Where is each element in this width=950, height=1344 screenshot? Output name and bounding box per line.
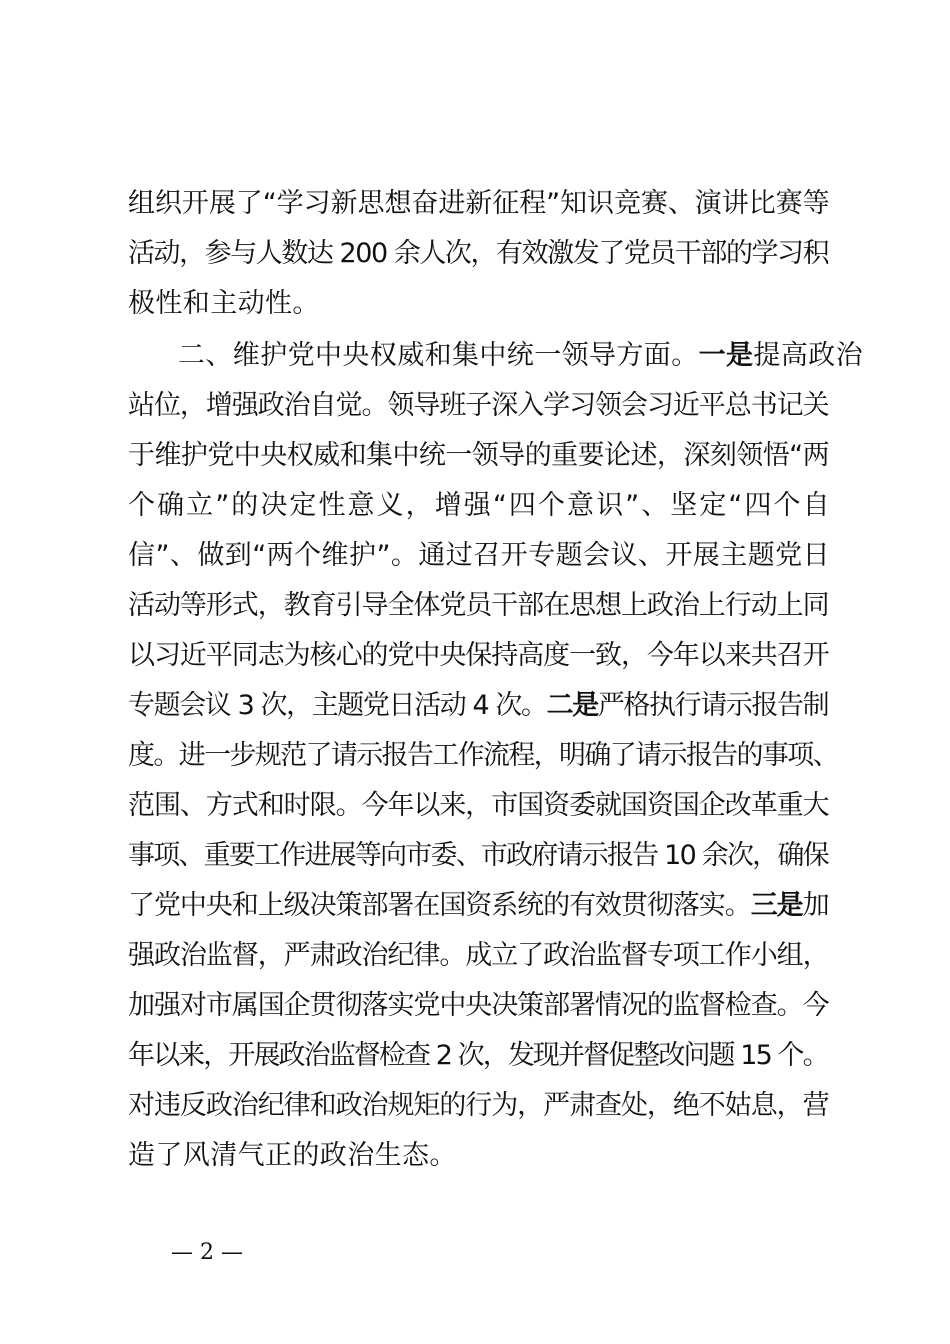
text-segment: 了党中央和上级决策部署在国资系统的有效贯彻落实。 — [128, 890, 751, 921]
text-line — [128, 1031, 828, 1081]
text-segment: 事项、重要工作进展等向市委、市政府请示报告 10 余次，确保 — [128, 840, 828, 871]
text-segment: 极性和主动性。 — [128, 288, 320, 319]
text-segment: 个确立”的决定性意义，增强“四个意识”、坚定“四个自 — [128, 490, 832, 521]
text-line — [128, 631, 829, 681]
bold-lead-phrase: 二是 — [546, 690, 598, 721]
text-segment: 二、维护党中央权威和集中统一领导方面。 — [178, 340, 699, 371]
text-segment: 度。进一步规范了请示报告工作流程，明确了请示报告的事项、 — [128, 740, 838, 771]
text-segment: 活动，参与人数达 200 余人次，有效激发了党员干部的学习积 — [128, 238, 829, 269]
text-line — [128, 831, 828, 881]
text-segment: 范围、方式和时限。今年以来，市国资委就国资国企改革重大 — [128, 790, 829, 821]
text-line — [128, 731, 838, 781]
text-line — [128, 881, 829, 931]
text-segment: 强政治监督，严肃政治纪律。成立了政治监督专项工作小组， — [128, 940, 829, 971]
text-segment: 年以来，开展政治监督检查 2 次，发现并督促整改问题 15 个。 — [128, 1040, 828, 1071]
text-line — [128, 1131, 457, 1181]
text-segment: 以习近平同志为核心的党中央保持高度一致，今年以来共召开 — [128, 640, 829, 671]
bold-lead-phrase: 三是 — [750, 890, 803, 921]
text-line — [128, 381, 829, 431]
text-line — [178, 331, 863, 381]
text-line — [128, 481, 832, 531]
text-segment: 组织开展了“学习新思想奋进新征程”知识竞赛、演讲比赛等 — [128, 188, 830, 219]
text-line — [128, 681, 828, 731]
text-segment: 信”、做到“两个维护”。通过召开专题会议、开展主题党日 — [128, 540, 831, 571]
text-line — [128, 581, 829, 631]
text-segment: 专题会议 3 次，主题党日活动 4 次。 — [128, 690, 547, 721]
bold-lead-phrase: 一是 — [698, 340, 754, 371]
text-segment: 造了风清气正的政治生态。 — [128, 1140, 457, 1171]
text-segment: 严格执行请示报告制 — [597, 690, 829, 721]
text-segment: 提高政治 — [753, 340, 864, 371]
text-segment: 活动等形式，教育引导全体党员干部在思想上政治上行动上同 — [128, 590, 829, 621]
text-line — [128, 931, 829, 981]
text-segment: 于维护党中央权威和集中统一领导的重要论述，深刻领悟“两 — [128, 440, 830, 471]
text-segment: 站位，增强政治自觉。领导班子深入学习领会习近平总书记关 — [128, 390, 829, 421]
text-line — [128, 981, 829, 1031]
text-line — [128, 279, 320, 329]
text-line — [128, 179, 830, 229]
text-line — [128, 431, 829, 481]
text-line — [128, 781, 829, 831]
page-number: — 2 — — [171, 1240, 243, 1265]
text-line — [128, 1081, 829, 1131]
text-segment: 对违反政治纪律和政治规矩的行为，严肃查处，绝不姑息，营 — [128, 1090, 829, 1121]
text-segment: 加强对市属国企贯彻落实党中央决策部署情况的监督检查。今 — [128, 990, 829, 1021]
text-segment: 加 — [802, 890, 829, 921]
text-line — [128, 531, 830, 581]
text-line — [128, 229, 828, 279]
